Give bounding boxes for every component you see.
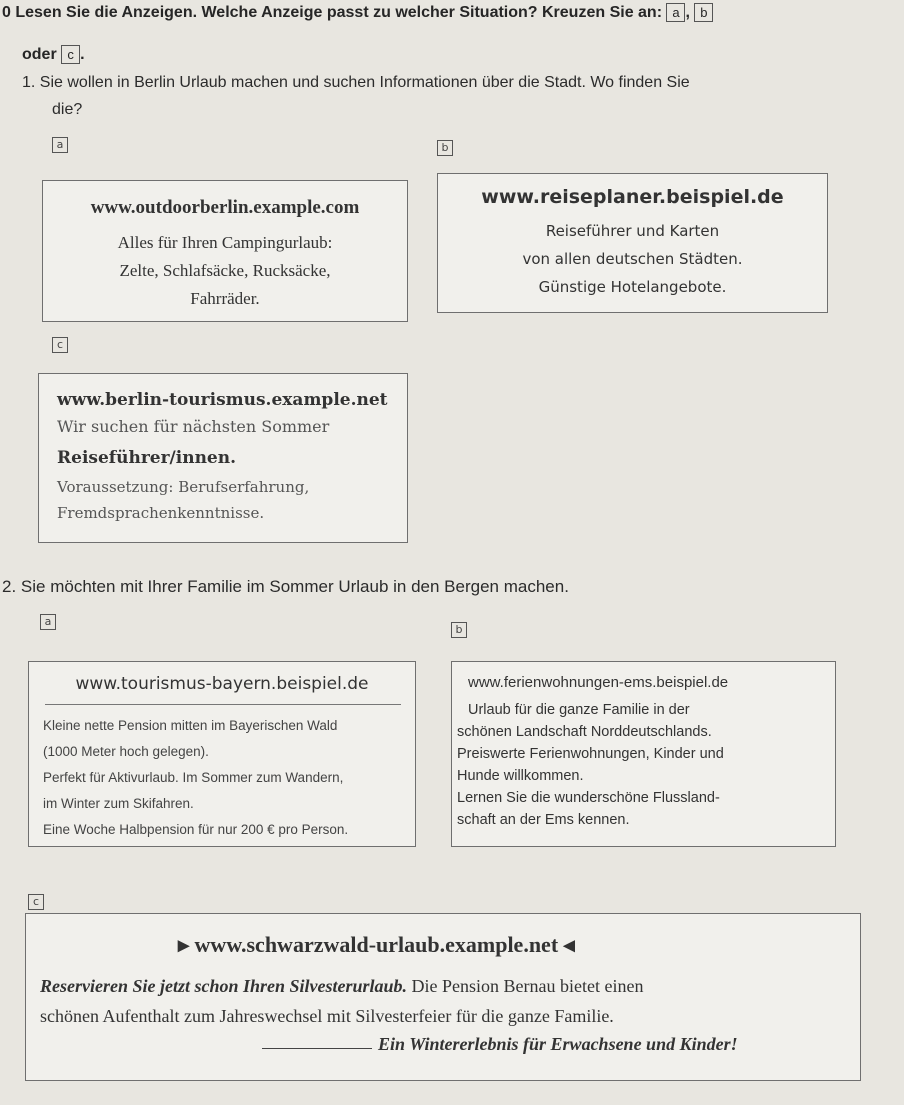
task1-label-c: c (52, 337, 68, 353)
ad-url: www.berlin-tourismus.example.net (57, 390, 388, 410)
option-c-box: c (61, 45, 80, 64)
task1-label-a: a (52, 137, 68, 153)
ad-url: www.reiseplaner.beispiel.de (481, 186, 784, 208)
task1-prompt: 1. Sie wollen in Berlin Urlaub machen und suchen Informationen über die Stadt. Wo finden Sie (22, 74, 690, 91)
option-a-box: a (666, 3, 685, 22)
divider (262, 1048, 372, 1049)
task2-label-c: c (28, 894, 44, 910)
instruction-cont: oder c . (22, 46, 85, 63)
instruction-text: Lesen Sie die Anzeigen. Welche Anzeige passt zu welcher Situation? Kreuzen Sie an: (15, 4, 663, 21)
ad-url: www.schwarzwald-urlaub.example.net (194, 932, 559, 957)
task2-label-b: b (451, 622, 467, 638)
divider (45, 704, 401, 705)
task2-label-a: a (40, 614, 56, 630)
task1-ad-b: www.reiseplaner.beispiel.de Reiseführer und Karten von allen deutschen Städten. Günstige Hotelangebote. (437, 173, 828, 313)
ad-url: www.tourismus-bayern.beispiel.de (75, 674, 369, 694)
instruction: 0 Lesen Sie die Anzeigen. Welche Anzeige passt zu welcher Situation? Kreuzen Sie an: a , b (2, 1, 902, 25)
ad-url: www.outdoorberlin.example.com (90, 197, 360, 218)
task1-ad-a: www.outdoorberlin.example.com Alles für Ihren Campingurlaub: Zelte, Schlafsäcke, Rucksäcke, Fahrräder. (42, 180, 408, 322)
task1-label-b: b (437, 140, 453, 156)
task1-prompt-cont: die? (52, 101, 83, 118)
task1-ad-c: www.berlin-tourismus.example.net Wir suchen für nächsten Sommer Reiseführer/innen. Voraussetzung: Berufserfahrung, Fremdsprachenkenntnisse. (38, 373, 408, 543)
ad-lead: Reservieren Sie jetzt schon Ihren Silvesterurlaub. (40, 976, 408, 996)
task2-ad-a: www.tourismus-bayern.beispiel.de Kleine nette Pension mitten im Bayerischen Wald (1000 Meter hoch gelegen). Perfekt für Aktivurlaub. Im Sommer zum Wandern, im Winter zum Skifahren. Eine Woche Halbpension für nur 200 € pro Person. (28, 661, 416, 847)
option-b-box: b (694, 3, 713, 22)
ad-url: www.ferienwohnungen-ems.beispiel.de (468, 674, 729, 691)
arrow-left-icon: ◂ (563, 932, 575, 957)
task2-prompt: 2. Sie möchten mit Ihrer Familie im Sommer Urlaub in den Bergen machen. (2, 577, 569, 596)
ad-url-row (178, 932, 575, 958)
task2-ad-c: ▸ www.schwarzwald-urlaub.example.net ◂ Reservieren Sie jetzt schon Ihren Silvesterurlaub. Die Pension Bernau bietet einen schönen Aufenthalt zum Jahreswechsel mit Silvesterfeier für die ganze Familie. Ein Wintererlebnis für Erwachsene und Kinder! (25, 913, 861, 1081)
instruction-number: 0 (2, 4, 11, 21)
task2-ad-b: www.ferienwohnungen-ems.beispiel.de Urlaub für die ganze Familie in der schönen Landschaft Norddeutschlands. Preiswerte Ferienwohnungen, Kinder und Hunde willkommen. Lernen Sie die wunderschöne Flussland- schaft an der Ems kennen. (451, 661, 836, 847)
arrow-right-icon: ▸ (178, 932, 190, 957)
